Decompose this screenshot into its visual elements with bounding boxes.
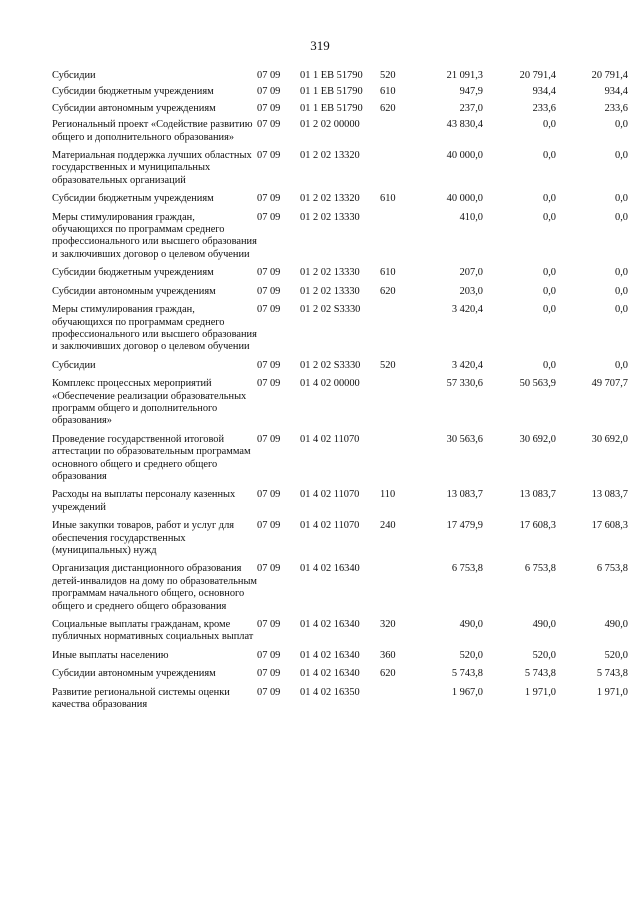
row-section-code: 07 09: [257, 70, 281, 81]
row-name: Развитие региональной системы оценки качества образования: [52, 686, 230, 711]
row-expense-type: 520: [380, 70, 396, 81]
row-amount-year-1: 17 479,9: [446, 520, 483, 532]
row-amount-year-1: 203,0: [459, 285, 483, 297]
row-section-code: 07 09: [257, 304, 281, 316]
row-amount-year-2: 0,0: [543, 211, 556, 223]
row-target-article: 01 2 02 S3330: [300, 359, 361, 371]
row-amount-year-2: 0,0: [543, 119, 556, 131]
row-amount-year-3: 0,0: [615, 359, 628, 371]
table-row: [52, 563, 628, 619]
row-section-code: 07 09: [257, 102, 281, 114]
table-row: [52, 267, 628, 285]
row-name: Материальная поддержка лучших областных государственных и муниципальных образовательных организаций: [52, 150, 252, 186]
table-row: [52, 193, 628, 211]
row-target-article: 01 1 EB 51790: [300, 102, 363, 114]
row-amount-year-1: 947,9: [459, 86, 483, 98]
row-target-article: 01 2 02 S3330: [300, 304, 361, 316]
row-expense-type: 620: [380, 102, 396, 114]
row-target-article: 01 2 02 13320: [300, 150, 360, 162]
table-row: [52, 687, 628, 718]
row-amount-year-3: 0,0: [615, 193, 628, 205]
table-row: [52, 150, 628, 193]
row-expense-type: 620: [380, 668, 396, 680]
row-amount-year-3: 6 753,8: [596, 563, 628, 575]
row-amount-year-3: 520,0: [604, 649, 628, 661]
row-target-article: 01 2 02 13320: [300, 193, 360, 205]
table-row: [52, 119, 628, 150]
row-target-article: 01 4 02 00000: [300, 378, 360, 390]
row-amount-year-1: 30 563,6: [446, 433, 483, 445]
table-row: [52, 304, 628, 360]
row-amount-year-3: 490,0: [604, 619, 628, 631]
row-amount-year-3: 0,0: [615, 267, 628, 279]
row-amount-year-1: 1 967,0: [451, 686, 483, 698]
row-amount-year-3: 0,0: [615, 304, 628, 316]
row-expense-type: 620: [380, 285, 396, 297]
row-target-article: 01 4 02 16340: [300, 649, 360, 661]
row-amount-year-2: 50 563,9: [519, 378, 556, 390]
row-amount-year-1: 410,0: [459, 211, 483, 223]
row-amount-year-3: 0,0: [615, 119, 628, 131]
row-amount-year-2: 0,0: [543, 359, 556, 371]
row-amount-year-1: 40 000,0: [446, 193, 483, 205]
row-name: Иные закупки товаров, работ и услуг для обеспечения государственных (муниципальных) нужд: [52, 520, 235, 556]
row-target-article: 01 4 02 16340: [300, 563, 360, 575]
row-target-article: 01 2 02 13330: [300, 285, 360, 297]
table-row: [52, 360, 628, 378]
row-expense-type: 360: [380, 649, 396, 661]
row-expense-type: [380, 212, 410, 268]
row-amount-year-1: 40 000,0: [446, 150, 483, 162]
row-amount-year-2: 490,0: [532, 619, 556, 631]
row-amount-year-1: 57 330,6: [446, 378, 483, 390]
row-amount-year-3: 233,6: [604, 102, 628, 114]
row-target-article: 01 4 02 11070: [300, 489, 360, 501]
row-amount-year-2: 520,0: [532, 649, 556, 661]
row-amount-year-2: 0,0: [543, 150, 556, 162]
row-name: Субсидии бюджетным учреждениям: [52, 193, 214, 205]
row-section-code: 07 09: [257, 119, 281, 131]
row-name: Субсидии автономным учреждениям: [52, 102, 216, 114]
row-name: Организация дистанционного образования детей-инвалидов на дому по образовательным программам начального общего, основного общего и среднего общего образования: [52, 563, 258, 612]
row-target-article: 01 2 02 13330: [300, 211, 360, 223]
row-amount-year-2: 0,0: [543, 285, 556, 297]
row-name: Субсидии бюджетным учреждениям: [52, 267, 214, 279]
row-section-code: 07 09: [257, 359, 281, 371]
row-section-code: 07 09: [257, 433, 281, 445]
row-expense-type: [380, 434, 410, 490]
row-target-article: 01 4 02 16340: [300, 619, 360, 631]
budget-table: [52, 70, 628, 717]
row-target-article: 01 1 EB 51790: [300, 70, 363, 81]
row-expense-type: [380, 687, 410, 718]
row-expense-type: 610: [380, 267, 396, 279]
table-row: [52, 378, 628, 434]
row-target-article: 01 2 02 13330: [300, 267, 360, 279]
row-amount-year-2: 0,0: [543, 304, 556, 316]
row-target-article: 01 1 EB 51790: [300, 86, 363, 98]
table-row: [52, 668, 628, 686]
row-section-code: 07 09: [257, 86, 281, 98]
row-target-article: 01 2 02 00000: [300, 119, 360, 131]
row-name: Меры стимулирования граждан, обучающихся по программам среднего профессионального или высшего образования и заключивших договор о целевом обучении: [52, 304, 257, 353]
table-row: [52, 86, 628, 102]
row-amount-year-1: 13 083,7: [446, 489, 483, 501]
row-amount-year-3: 17 608,3: [591, 520, 628, 532]
row-amount-year-1: 6 753,8: [451, 563, 483, 575]
row-amount-year-1: 237,0: [459, 102, 483, 114]
row-name: Иные выплаты населению: [52, 649, 169, 661]
row-amount-year-2: 5 743,8: [524, 668, 556, 680]
row-amount-year-3: 0,0: [615, 285, 628, 297]
row-amount-year-3: 13 083,7: [591, 489, 628, 501]
table-row: [52, 619, 628, 650]
row-amount-year-2: 0,0: [543, 267, 556, 279]
row-section-code: 07 09: [257, 150, 281, 162]
row-name: Субсидии: [52, 70, 96, 81]
row-target-article: 01 4 02 16340: [300, 668, 360, 680]
row-expense-type: [380, 378, 410, 434]
row-expense-type: [380, 304, 410, 360]
row-target-article: 01 4 02 16350: [300, 686, 360, 698]
row-section-code: 07 09: [257, 563, 281, 575]
row-section-code: 07 09: [257, 489, 281, 501]
row-name: Комплекс процессных мероприятий «Обеспечение реализации образовательных программ общего и дополнительного образования»: [52, 378, 247, 427]
table-row: [52, 103, 628, 119]
row-amount-year-2: 20 791,4: [519, 70, 556, 81]
table-body: [52, 70, 628, 717]
row-name: Субсидии: [52, 359, 96, 371]
row-expense-type: [380, 150, 410, 193]
row-amount-year-3: 934,4: [604, 86, 628, 98]
row-amount-year-1: 520,0: [459, 649, 483, 661]
row-section-code: 07 09: [257, 649, 281, 661]
row-name: Социальные выплаты гражданам, кроме публичных нормативных социальных выплат: [52, 619, 254, 643]
table-row: [52, 286, 628, 304]
row-amount-year-3: 49 707,7: [591, 378, 628, 390]
row-amount-year-3: 0,0: [615, 150, 628, 162]
row-amount-year-1: 5 743,8: [451, 668, 483, 680]
row-expense-type: 110: [380, 489, 396, 501]
row-amount-year-2: 233,6: [532, 102, 556, 114]
row-amount-year-3: 1 971,0: [596, 686, 628, 698]
row-amount-year-1: 3 420,4: [451, 359, 483, 371]
row-section-code: 07 09: [257, 193, 281, 205]
row-amount-year-2: 934,4: [532, 86, 556, 98]
row-amount-year-1: 3 420,4: [451, 304, 483, 316]
row-section-code: 07 09: [257, 267, 281, 279]
row-expense-type: 520: [380, 359, 396, 371]
row-amount-year-3: 30 692,0: [591, 433, 628, 445]
row-expense-type: 240: [380, 520, 396, 532]
row-section-code: 07 09: [257, 668, 281, 680]
row-name: Субсидии автономным учреждениям: [52, 285, 216, 297]
table-row: [52, 434, 628, 490]
table-row: [52, 489, 628, 520]
table-row: [52, 70, 628, 86]
table-row: [52, 520, 628, 563]
row-amount-year-2: 0,0: [543, 193, 556, 205]
table-row: [52, 650, 628, 668]
row-amount-year-1: 21 091,3: [446, 70, 483, 81]
row-section-code: 07 09: [257, 619, 281, 631]
row-name: Расходы на выплаты персоналу казенных учреждений: [52, 489, 236, 513]
row-name: Субсидии бюджетным учреждениям: [52, 86, 214, 98]
row-section-code: 07 09: [257, 285, 281, 297]
row-amount-year-1: 490,0: [459, 619, 483, 631]
row-amount-year-1: 43 830,4: [446, 119, 483, 131]
row-name: Региональный проект «Содействие развитию общего и дополнительного образования»: [52, 119, 253, 143]
row-section-code: 07 09: [257, 520, 281, 532]
row-amount-year-3: 0,0: [615, 211, 628, 223]
row-amount-year-3: 5 743,8: [596, 668, 628, 680]
row-expense-type: [380, 563, 410, 619]
row-name: Проведение государственной итоговой аттестации по образовательным программам основного общего и среднего общего образования: [52, 433, 251, 482]
row-amount-year-2: 6 753,8: [524, 563, 556, 575]
row-name: Меры стимулирования граждан, обучающихся по программам среднего профессионального или высшего образования и заключивших договор о целевом обучении: [52, 211, 257, 260]
row-amount-year-1: 207,0: [459, 267, 483, 279]
row-name: Субсидии автономным учреждениям: [52, 668, 216, 680]
row-expense-type: 320: [380, 619, 396, 631]
row-amount-year-3: 20 791,4: [591, 70, 628, 81]
row-amount-year-2: 13 083,7: [519, 489, 556, 501]
row-expense-type: 610: [380, 193, 396, 205]
row-target-article: 01 4 02 11070: [300, 433, 360, 445]
row-expense-type: [380, 119, 410, 150]
row-amount-year-2: 17 608,3: [519, 520, 556, 532]
row-section-code: 07 09: [257, 686, 281, 698]
row-amount-year-2: 30 692,0: [519, 433, 556, 445]
row-expense-type: 610: [380, 86, 396, 98]
row-amount-year-2: 1 971,0: [524, 686, 556, 698]
row-target-article: 01 4 02 11070: [300, 520, 360, 532]
table-row: [52, 212, 628, 268]
row-section-code: 07 09: [257, 211, 281, 223]
row-section-code: 07 09: [257, 378, 281, 390]
page-number: 319: [310, 38, 330, 53]
